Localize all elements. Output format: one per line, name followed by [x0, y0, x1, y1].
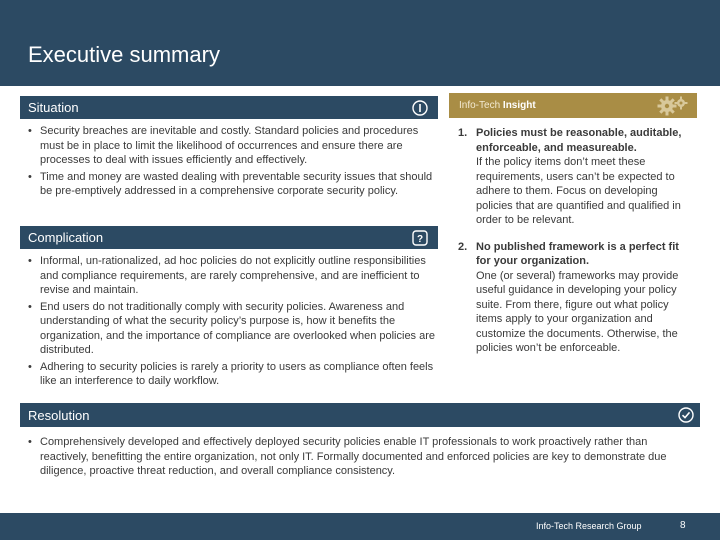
insight-header: [449, 93, 697, 118]
resolution-header: [20, 403, 700, 427]
insight-heading: Policies must be reasonable, auditable, enforceable, and measureable.: [476, 127, 682, 154]
list-item: • End users do not traditionally comply with security policies. Awareness and understanding of what the security policy’s purpose is, how it benefits the organization, and the importance of compliance are overlooked when policies are distributed.: [26, 300, 436, 358]
list-item: • Security breaches are inevitable and costly. Standard policies and procedures must be in place to limit the likelihood of occurrences and ensure there are processes to deal with issues efficiently and effectively.: [26, 124, 436, 168]
list-item: • Informal, un-rationalized, ad hoc policies do not explicitly outline responsibilities and compliance requirements, are rarely comprehensive, and are inefficient to revise and maintain.: [26, 254, 436, 298]
page-number: 8: [680, 520, 686, 531]
complication-list: [26, 254, 436, 391]
footer: [0, 513, 720, 540]
page-title: Executive summary: [28, 42, 220, 67]
insight-number: 1.: [458, 127, 468, 139]
insight-brand-bold: Insight: [502, 100, 536, 111]
complication-heading: Complication: [28, 230, 104, 245]
insight-body: One (or several) frameworks may provide useful guidance in developing your policy suite. From there, figure out what policy items apply to your organization and customize the documents. Otherwise, the policies won’t be enforceable.: [476, 269, 679, 354]
footer-org: Info-Tech Research Group: [536, 521, 642, 531]
svg-text:?: ?: [416, 233, 424, 245]
insight-item: [458, 240, 694, 356]
list-item: • Adhering to security policies is rarely a priority to users as compliance often feels like an interference to daily workflow.: [26, 360, 436, 389]
info-icon: [412, 100, 428, 116]
list-item: • Time and money are wasted dealing with preventable security issues that should be pre-emptively addressed in a comprehensive corporate security policy.: [26, 170, 436, 199]
question-icon: [412, 230, 428, 246]
resolution-list: [26, 435, 696, 481]
insight-body: If the policy items don’t meet these requirements, users can’t be expected to adhere to them. Focus on developing policies that are quantified and qualified in order to be relevant.: [476, 156, 681, 226]
insight-heading: No published framework is a perfect fit for your organization.: [476, 240, 679, 267]
gears-icon: [655, 95, 689, 117]
situation-heading: Situation: [28, 100, 79, 115]
resolution-heading: Resolution: [28, 407, 90, 423]
insight-brand-prefix: Info-Tech: [459, 100, 503, 111]
insight-number: 2.: [458, 240, 468, 253]
list-item: • Comprehensively developed and effectively deployed security policies enable IT professionals to work proactively rather than reactively, benefitting the entire organization, not only IT. Formally documented and enforced policies are key to demonstrate due diligence, proactive threat reduction, and overall compliance consistency.: [26, 435, 696, 479]
complication-header: [20, 226, 438, 249]
situation-list: [26, 124, 436, 201]
insight-item: [458, 126, 694, 228]
title-bar: [0, 0, 720, 86]
situation-header: [20, 96, 438, 119]
insight-brand: [459, 100, 536, 111]
insight-list: [458, 126, 694, 368]
check-circle-icon: [678, 407, 694, 423]
